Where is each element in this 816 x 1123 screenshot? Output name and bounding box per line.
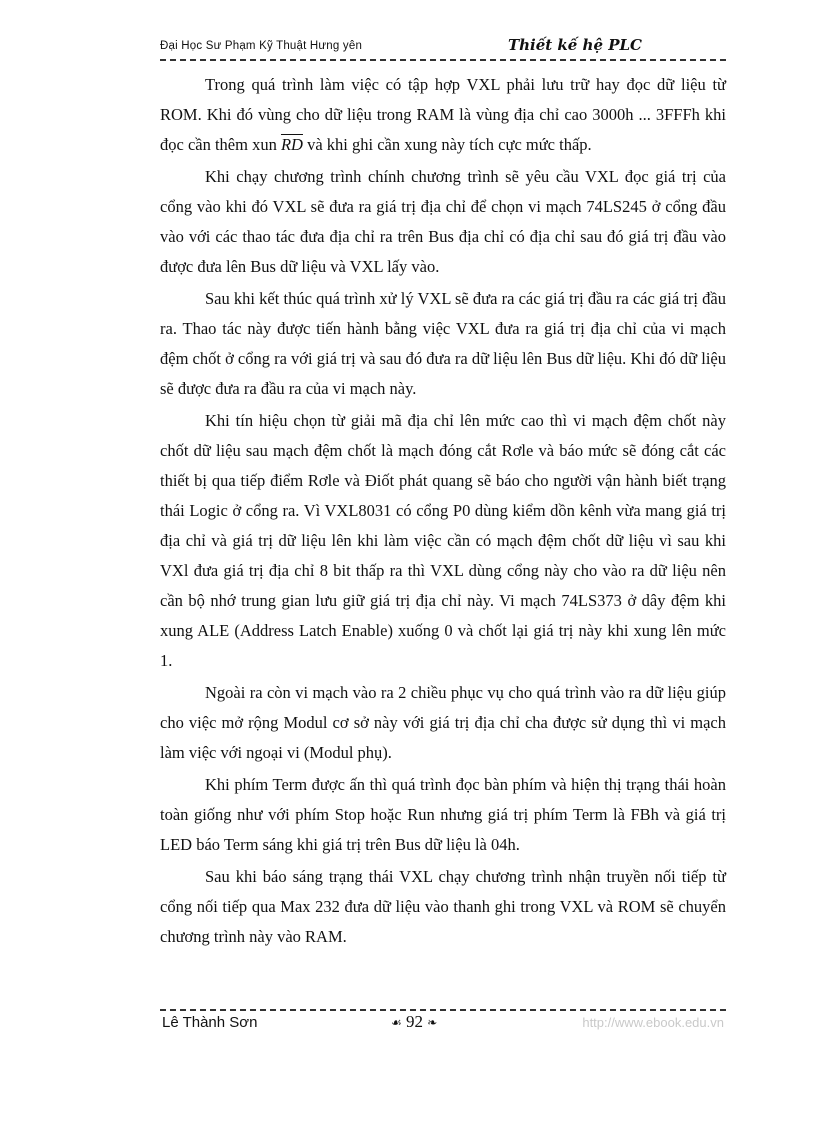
page-number-value: 92 — [406, 1012, 424, 1031]
paragraph-2: Khi chạy chương trình chính chương trình sẽ yêu cầu VXL đọc giá trị của cổng vào khi đó VXL sẽ đưa ra giá trị địa chỉ để chọn vi mạch 74LS245 ở cổng đầu vào với các thao tác đưa địa chỉ ra trên Bus địa chỉ có địa chỉ sau đó giá trị đầu vào được đưa lên Bus dữ liệu và VXL lấy vào. — [160, 167, 726, 276]
page-number — [391, 1012, 437, 1032]
header-title: Thiết kế hệ PLC — [507, 36, 642, 54]
paragraph-1-after: và khi ghi cần xung này tích cực mức thấp. — [302, 135, 592, 154]
page-body — [160, 70, 726, 954]
footer-author: Lê Thành Sơn — [162, 1014, 258, 1031]
rd-signal: $\overline{RD}$ — [280, 135, 303, 154]
ornament-left-icon: ☙ — [391, 1015, 402, 1030]
page-footer — [160, 1014, 726, 1038]
ornament-right-icon: ❧ — [427, 1015, 438, 1030]
paragraph-7: Sau khi báo sáng trạng thái VXL chạy chương trình nhận truyền nối tiếp từ cổng nối tiếp qua Max 232 đưa dữ liệu vào thanh ghi trong VXL và ROM sẽ chuyển chương trình này vào RAM. — [160, 867, 726, 946]
paragraph-5: Ngoài ra còn vi mạch vào ra 2 chiều phục vụ cho quá trình vào ra dữ liệu giúp cho việc mở rộng Modul cơ sở này với giá trị địa chỉ cha được sử dụng thì vi mạch làm việc với ngoại vi (Modul phụ). — [160, 683, 726, 762]
header-divider — [160, 59, 726, 61]
paragraph-4: Khi tín hiệu chọn từ giải mã địa chỉ lên mức cao thì vi mạch đệm chốt này chốt dữ liệu sau mạch đệm chốt là mạch đóng cắt Rơle và báo mức sẽ đóng cắt các thiết bị qua tiếp điểm Rơle và Điốt phát quang sẽ báo cho người vận hành biết trạng thái Logic ở cổng ra. Vì VXL8031 có cổng P0 dùng kiểm dồn kênh vừa mang giá trị địa chỉ và giá trị dữ liệu lên khi làm việc cần có mạch đệm chốt dữ liệu vì sau khi VXl đưa giá trị địa chỉ 8 bit thấp ra thì VXL dùng cổng này cho vào ra dữ liệu nên cần bộ nhớ trung gian lưu giữ giá trị địa chỉ này. Vi mạch 74LS373 ở dây đệm khi xung ALE (Address Latch Enable) xuống 0 và chốt lại giá trị này khi xung lên mức 1. — [160, 411, 726, 670]
footer-divider — [160, 1009, 726, 1011]
paragraph-1-before: Trong quá trình làm việc có tập hợp VXL phải lưu trữ hay đọc dữ liệu từ ROM. Khi đó vùng cho dữ liệu trong RAM là vùng địa chỉ cao 3000h ... 3FFFh khi đọc cần thêm xun — [160, 75, 726, 154]
header-institution: Đại Học Sư Phạm Kỹ Thuật Hưng yên — [160, 40, 363, 52]
paragraph-1 — [160, 70, 726, 160]
paragraph-6: Khi phím Term được ấn thì quá trình đọc bàn phím và hiện thị trạng thái hoàn toàn giống như với phím Stop hoặc Run nhưng giá trị phím Term là FBh và giá trị LED báo Term sáng khi giá trị trên Bus dữ liệu là 04h. — [160, 775, 726, 854]
paragraph-3: Sau khi kết thúc quá trình xử lý VXL sẽ đưa ra các giá trị đầu ra các giá trị đầu ra. Thao tác này được tiến hành bằng việc VXL đưa ra giá trị địa chỉ của vi mạch đệm chốt ở cổng ra với giá trị và sau đó đưa ra dữ liệu lên Bus dữ liệu. Khi đó dữ liệu sẽ được đưa ra đầu ra của vi mạch này. — [160, 289, 726, 398]
footer-url: http://www.ebook.edu.vn — [582, 1015, 724, 1030]
